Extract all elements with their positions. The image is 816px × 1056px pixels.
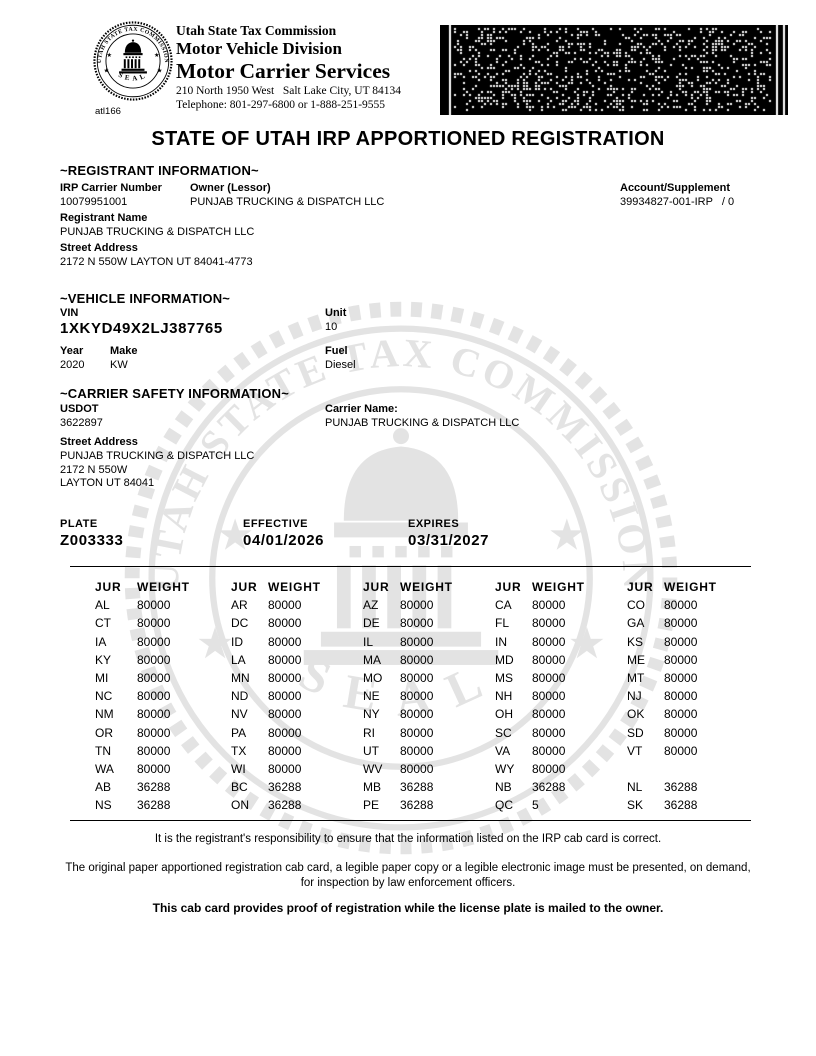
- unit-value: 10: [325, 321, 338, 333]
- jur-code: MB: [363, 780, 381, 795]
- jur-weight: 80000: [664, 634, 698, 649]
- jur-code: WA: [95, 761, 114, 776]
- jur-weight: 80000: [664, 670, 698, 685]
- jur-code: FL: [495, 616, 510, 631]
- jur-weight: 80000: [268, 743, 302, 758]
- jur-code: WI: [231, 761, 246, 776]
- jur-weight: 80000: [664, 743, 698, 758]
- jur-weight: 80000: [400, 761, 434, 776]
- seal-caption: atl166: [95, 106, 121, 117]
- jur-weight: 80000: [400, 616, 434, 631]
- effective-value: 04/01/2026: [243, 532, 325, 549]
- jur-weight: 80000: [268, 761, 302, 776]
- account-supplement-label: Account/Supplement: [620, 182, 731, 194]
- jur-weight: 80000: [137, 689, 171, 704]
- jur-code: IN: [495, 634, 507, 649]
- jur-code: NJ: [627, 689, 642, 704]
- agency-header: [176, 23, 401, 112]
- jur-code: CT: [95, 616, 111, 631]
- jur-weight: 36288: [664, 798, 698, 813]
- jur-code: NS: [95, 798, 112, 813]
- jur-code: MT: [627, 670, 645, 685]
- footer-notice-1: It is the registrant's responsibility to ensure that the information listed on the IRP cab card is correct.: [154, 833, 662, 845]
- weight-column-header: WEIGHT: [532, 580, 585, 594]
- jur-weight: 80000: [268, 670, 302, 685]
- agency-name: Utah State Tax Commission: [176, 23, 337, 38]
- jur-code: OK: [627, 707, 645, 722]
- table-bottom-rule: [70, 820, 751, 821]
- jur-weight: 80000: [268, 707, 302, 722]
- table-top-rule: [70, 566, 751, 567]
- jur-weight: 80000: [400, 689, 434, 704]
- jur-code: MI: [95, 670, 109, 685]
- make-label: Make: [110, 345, 138, 357]
- registrant-name-label: Registrant Name: [60, 212, 148, 224]
- jur-weight: 80000: [664, 707, 698, 722]
- jur-code: [627, 760, 664, 778]
- footer-notice-2: The original paper apportioned registration cab card, a legible paper copy or a legible electronic image must be presented, on demand, for inspection by law enforcement officers.: [65, 862, 751, 889]
- jur-code: VT: [627, 743, 643, 758]
- jur-weight: 80000: [532, 616, 566, 631]
- jur-code: AR: [231, 598, 248, 613]
- usdot-label: USDOT: [60, 403, 99, 415]
- registrant-section-heading: ~REGISTRANT INFORMATION~: [60, 163, 259, 178]
- unit-label: Unit: [325, 307, 347, 319]
- weight-column-header: WEIGHT: [137, 580, 190, 594]
- jur-weight: 80000: [664, 689, 698, 704]
- jur-code: AB: [95, 780, 112, 795]
- jur-weight: 80000: [137, 598, 171, 613]
- footer-notice-3: This cab card provides proof of registration while the license plate is mailed to the owner.: [152, 901, 664, 915]
- jur-code: PA: [231, 725, 247, 740]
- jur-code: TX: [231, 743, 247, 758]
- page-title: STATE OF UTAH IRP APPORTIONED REGISTRATION: [151, 128, 665, 150]
- jur-code: SD: [627, 725, 644, 740]
- jur-weight: 80000: [532, 725, 566, 740]
- make-value: KW: [110, 359, 128, 371]
- fuel-label: Fuel: [325, 345, 348, 357]
- weight-column-header: WEIGHT: [664, 580, 717, 594]
- jurisdiction-table: [95, 578, 750, 814]
- jur-code: SC: [495, 725, 512, 740]
- account-supplement-value: 39934827-001-IRP / 0: [620, 196, 735, 208]
- usdot-value: 3622897: [60, 417, 103, 429]
- jur-code: IL: [363, 634, 374, 649]
- jur-weight: 80000: [532, 598, 566, 613]
- jur-weight: 80000: [137, 652, 171, 667]
- jur-weight: 80000: [400, 598, 434, 613]
- division-name: Motor Vehicle Division: [176, 39, 342, 58]
- office-telephone: Telephone: 801-297-6800 or 1-888-251-9555: [176, 99, 386, 111]
- jur-code: WY: [495, 761, 515, 776]
- jur-code: WV: [363, 761, 383, 776]
- jur-weight: 36288: [400, 780, 434, 795]
- jur-weight: 80000: [400, 743, 434, 758]
- jur-weight: 80000: [137, 761, 171, 776]
- jur-weight: 80000: [137, 725, 171, 740]
- jur-code: OH: [495, 707, 513, 722]
- jur-column-header: JUR: [495, 580, 522, 594]
- owner-lessor-label: Owner (Lessor): [190, 182, 271, 194]
- jur-code: UT: [363, 743, 379, 758]
- jur-weight: 80000: [400, 670, 434, 685]
- jur-code: IA: [95, 634, 107, 649]
- registrant-street-address-value: 2172 N 550W LAYTON UT 84041-4773: [60, 256, 253, 268]
- jur-code: MN: [231, 670, 250, 685]
- jur-code: NC: [95, 689, 113, 704]
- jur-code: LA: [231, 652, 246, 667]
- jur-code: AL: [95, 598, 110, 613]
- jur-code: MO: [363, 670, 383, 685]
- office-address: 210 North 1950 West Salt Lake City, UT 84134: [176, 85, 402, 97]
- expires-label: EXPIRES: [408, 518, 460, 530]
- carrier-street-address-label: Street Address: [60, 436, 138, 448]
- jur-weight: 80000: [137, 707, 171, 722]
- irp-carrier-number-label: IRP Carrier Number: [60, 182, 162, 194]
- jur-weight: 80000: [268, 725, 302, 740]
- jur-weight: 36288: [137, 798, 171, 813]
- plate-value: Z003333: [60, 532, 124, 549]
- weight-column-header: WEIGHT: [400, 580, 453, 594]
- weight-column-header: WEIGHT: [268, 580, 321, 594]
- jur-weight: 36288: [137, 780, 171, 795]
- jur-code: NH: [495, 689, 513, 704]
- jur-weight: 80000: [532, 634, 566, 649]
- jur-code: CO: [627, 598, 645, 613]
- carrier-safety-section-heading: ~CARRIER SAFETY INFORMATION~: [60, 386, 290, 401]
- jur-weight: 80000: [664, 598, 698, 613]
- jur-code: TN: [95, 743, 111, 758]
- jur-column-header: JUR: [95, 580, 122, 594]
- barcode: [440, 25, 788, 115]
- jur-code: NE: [363, 689, 380, 704]
- registrant-name-value: PUNJAB TRUCKING & DISPATCH LLC: [60, 226, 255, 238]
- jur-code: KS: [627, 634, 644, 649]
- jur-code: ID: [231, 634, 243, 649]
- jur-weight: 80000: [268, 689, 302, 704]
- jur-weight: 80000: [532, 743, 566, 758]
- vin-label: VIN: [60, 307, 79, 319]
- expires-value: 03/31/2027: [408, 532, 490, 549]
- office-name: Motor Carrier Services: [176, 59, 391, 83]
- jur-code: QC: [495, 798, 513, 813]
- jur-code: DE: [363, 616, 380, 631]
- jur-code: ON: [231, 798, 249, 813]
- jur-column-header: JUR: [231, 580, 258, 594]
- jur-code: ND: [231, 689, 249, 704]
- jur-weight: 36288: [268, 780, 302, 795]
- jur-weight: 80000: [137, 634, 171, 649]
- jur-weight: 36288: [532, 780, 566, 795]
- jur-code: NL: [627, 780, 643, 795]
- jur-weight: [664, 760, 750, 778]
- jur-code: SK: [627, 798, 644, 813]
- jur-code: NM: [95, 707, 114, 722]
- jur-weight: 80000: [532, 689, 566, 704]
- carrier-name-label: Carrier Name:: [325, 403, 398, 415]
- jur-code: OR: [95, 725, 113, 740]
- jur-code: PE: [363, 798, 380, 813]
- jur-weight: 80000: [137, 743, 171, 758]
- jur-weight: 80000: [268, 598, 302, 613]
- plate-label: PLATE: [60, 518, 98, 530]
- jur-code: CA: [495, 598, 512, 613]
- jur-code: BC: [231, 780, 248, 795]
- jur-weight: 36288: [664, 780, 698, 795]
- jur-code: NY: [363, 707, 380, 722]
- jur-code: AZ: [363, 598, 379, 613]
- jur-weight: 5: [532, 798, 539, 813]
- jur-weight: 80000: [268, 652, 302, 667]
- jur-weight: 80000: [400, 652, 434, 667]
- year-value: 2020: [60, 359, 85, 371]
- jur-weight: 80000: [137, 670, 171, 685]
- jur-weight: 80000: [400, 634, 434, 649]
- jur-code: NB: [495, 780, 512, 795]
- jur-code: VA: [495, 743, 511, 758]
- registrant-street-address-label: Street Address: [60, 242, 138, 254]
- jur-code: ME: [627, 652, 645, 667]
- tax-commission-seal-logo: [92, 20, 174, 102]
- jur-weight: 80000: [664, 652, 698, 667]
- irp-carrier-number-value: 10079951001: [60, 196, 128, 208]
- jur-weight: 80000: [664, 725, 698, 740]
- jur-weight: 80000: [532, 652, 566, 667]
- jur-code: NV: [231, 707, 248, 722]
- jur-weight: 80000: [400, 725, 434, 740]
- jur-weight: 80000: [268, 616, 302, 631]
- jur-code: MA: [363, 652, 381, 667]
- year-label: Year: [60, 345, 84, 357]
- jur-weight: 80000: [268, 634, 302, 649]
- jur-code: GA: [627, 616, 645, 631]
- jur-code: MD: [495, 652, 514, 667]
- jur-weight: 36288: [268, 798, 302, 813]
- jur-code: MS: [495, 670, 513, 685]
- jur-column-header: JUR: [627, 580, 654, 594]
- effective-label: EFFECTIVE: [243, 518, 309, 530]
- jur-weight: 80000: [137, 616, 171, 631]
- carrier-address-line2: 2172 N 550W: [60, 463, 128, 476]
- jur-code: KY: [95, 652, 112, 667]
- jur-weight: 80000: [664, 616, 698, 631]
- carrier-name-value: PUNJAB TRUCKING & DISPATCH LLC: [325, 417, 520, 429]
- carrier-address-line1: PUNJAB TRUCKING & DISPATCH LLC: [60, 450, 255, 462]
- jur-weight: 36288: [400, 798, 434, 813]
- jur-weight: 80000: [532, 707, 566, 722]
- vin-value: 1XKYD49X2LJ387765: [60, 320, 223, 337]
- carrier-address-line3: LAYTON UT 84041: [60, 477, 155, 489]
- jur-code: DC: [231, 616, 249, 631]
- jur-code: RI: [363, 725, 375, 740]
- fuel-value: Diesel: [325, 359, 356, 371]
- jur-weight: 80000: [400, 707, 434, 722]
- jur-weight: 80000: [532, 670, 566, 685]
- vehicle-section-heading: ~VEHICLE INFORMATION~: [60, 291, 231, 306]
- jur-weight: 80000: [532, 761, 566, 776]
- jur-column-header: JUR: [363, 580, 390, 594]
- owner-lessor-value: PUNJAB TRUCKING & DISPATCH LLC: [190, 196, 385, 208]
